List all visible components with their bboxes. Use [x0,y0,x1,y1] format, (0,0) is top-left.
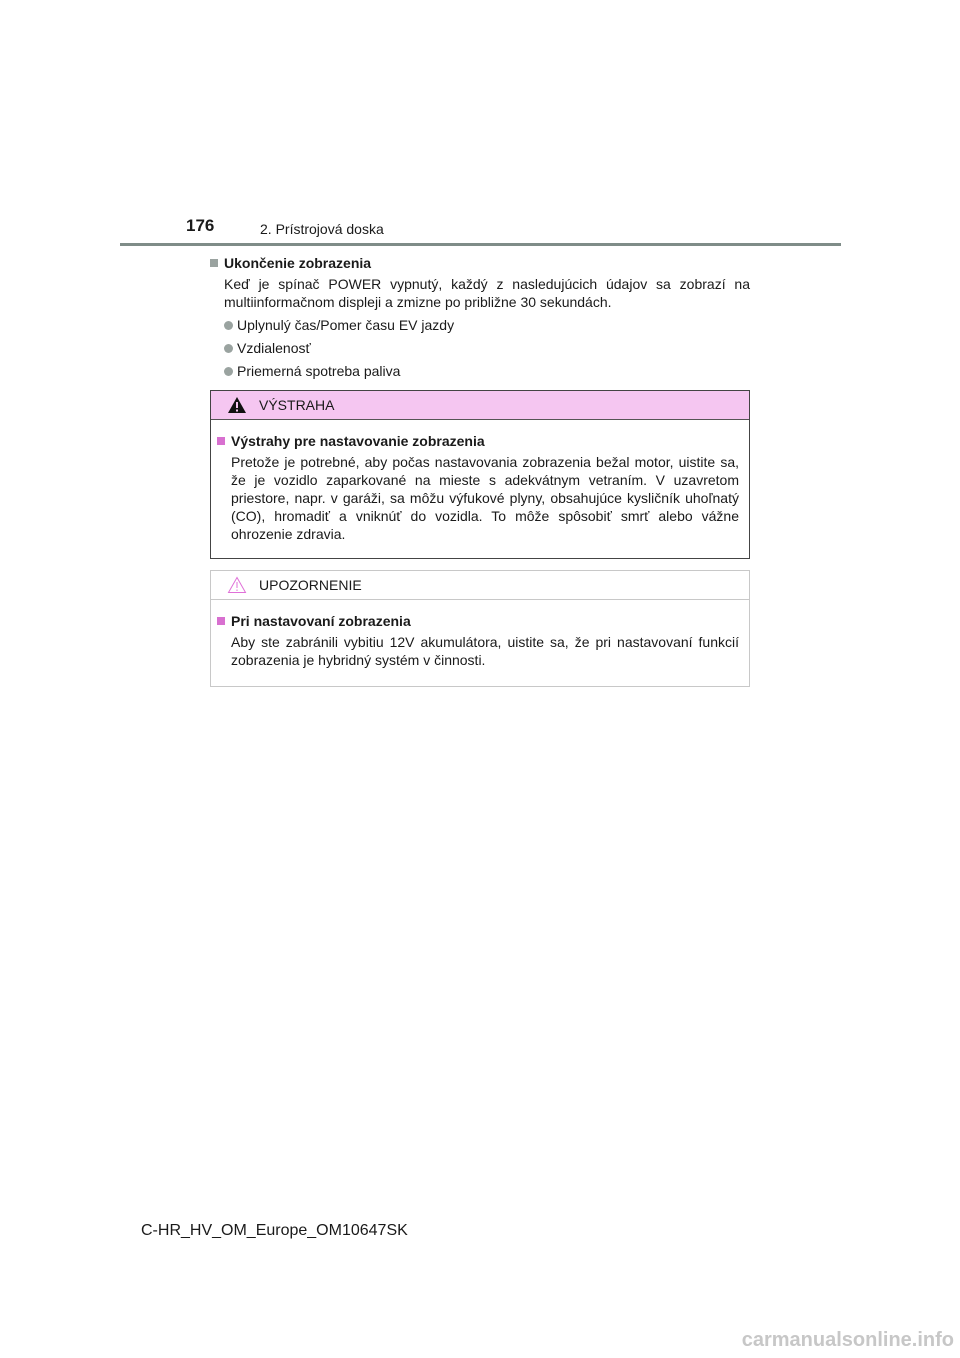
list-item: Uplynulý čas/Pomer času EV jazdy [224,316,750,334]
chapter-title: 2. Prístrojová doska [260,221,384,237]
dot-bullet-icon [224,367,233,376]
caution-body [211,600,749,669]
warning-text: Pretože je potrebné, aby počas nastavovania zobrazenia bežal motor, uistite sa, že je vozidlo zaparkované na mieste s adekvátnym vetraním. V uzavretom priestore, napr. v garáži, sa môžu výfukové plyny, obsahujúce kysličník uhoľnatý (CO), hromadiť a vniknúť do vozidla. To môže spôsobiť smrť alebo vážne ohrozenie zdravia. [231,454,739,542]
warning-triangle-icon [227,396,247,414]
caution-header [211,571,749,600]
section-list [224,316,750,380]
warning-box [210,390,750,559]
section-heading-text: Ukončenie zobrazenia [224,255,372,271]
section-paragraph: Keď je spínač POWER vypnutý, každý z nasledujúcich údajov sa zobrazí na multiinformačnom displeji a zmizne po približne 30 sekundách. [224,276,750,310]
watermark: carmanualsonline.info [741,1329,954,1351]
caution-triangle-icon [227,576,247,594]
dot-bullet-icon [224,344,233,353]
square-bullet-icon [210,259,218,267]
pink-square-bullet-icon [217,437,225,445]
warning-heading: Výstrahy pre nastavovanie zobrazenia [217,432,739,450]
pink-square-bullet-icon [217,617,225,625]
list-item: Vzdialenosť [224,339,750,357]
warning-body [211,420,749,543]
warning-label: VÝSTRAHA [259,397,335,413]
document-code: C-HR_HV_OM_Europe_OM10647SK [141,1222,408,1239]
caution-heading: Pri nastavovaní zobrazenia [217,612,739,630]
list-item: Priemerná spotreba paliva [224,362,750,380]
caution-label: UPOZORNENIE [259,577,362,593]
section-content [210,254,750,385]
caution-text: Aby ste zabránili vybitiu 12V akumulátora, uistite sa, že pri nastavovaní funkcií zobrazenia je hybridný systém v činnosti. [231,634,739,668]
section-heading [210,254,750,272]
page-number: 176 [186,216,215,235]
warning-header [211,391,749,420]
dot-bullet-icon [224,321,233,330]
caution-box [210,570,750,687]
header-rule [120,243,841,246]
